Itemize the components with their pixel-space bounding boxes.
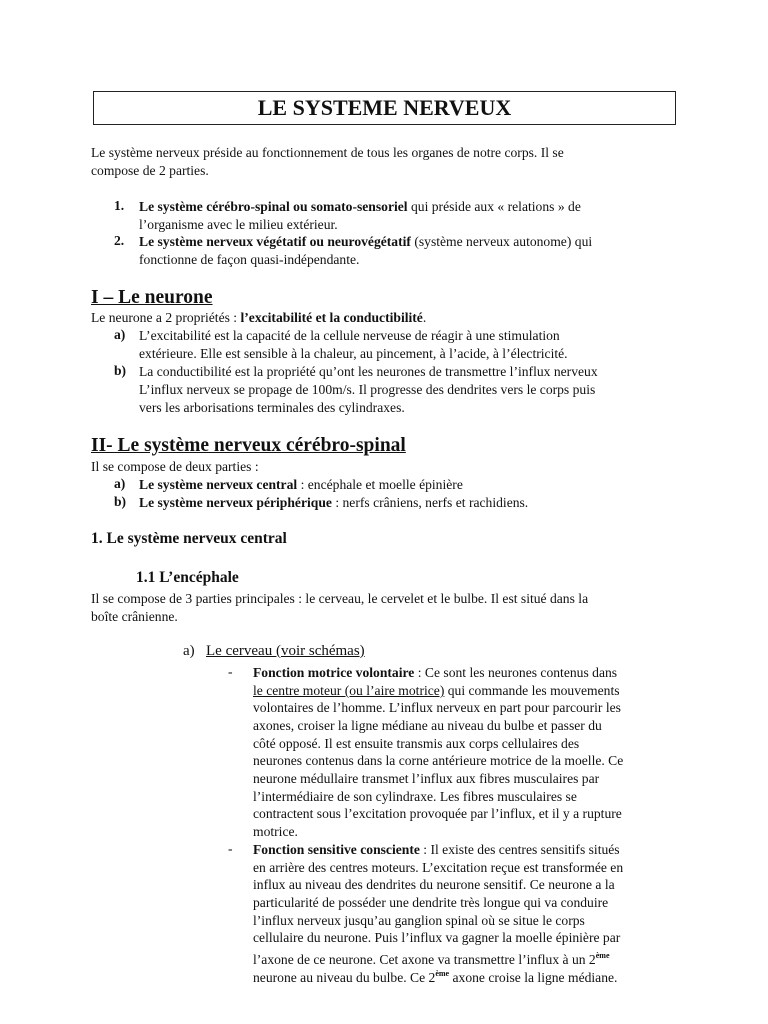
bullet-1-body-line: côté opposé. Il est ensuite transmis aux corps cellulaires des <box>253 736 580 751</box>
bullet-2-body-line: en arrière des centres moteurs. L’excitation reçue est transformée en <box>253 860 624 875</box>
section-1-intro-end: . <box>422 310 427 325</box>
section-1-item-b-line-1: La conductibilité est la propriété qu’ont les neurones de transmettre l’influx nerveux <box>139 364 598 379</box>
intro-list-marker-1: 1. <box>114 198 125 213</box>
section-1-item-b-line-3: vers les arborisations terminales des cylindraxes. <box>139 400 405 415</box>
bullet-2-sup-line-2-pre: neurone au niveau du bulbe. Ce 2 <box>253 970 436 985</box>
intro-list-item-1-line-2: l’organisme avec le milieu extérieur. <box>139 217 338 232</box>
section-1-intro <box>91 309 426 327</box>
intro-list-item-1 <box>139 198 676 216</box>
intro-list-item-1-bold: Le système cérébro-spinal ou somato-sensoriel <box>139 199 408 214</box>
bullet-1-body-line: axones, croiser la ligne médiane au niveau du bulbe et passer du <box>253 718 602 733</box>
bullet-2-sup-line-2-post: axone croise la ligne médiane. <box>449 970 618 985</box>
section-2-intro: Il se compose de deux parties : <box>91 459 259 474</box>
section-1-marker-a: a) <box>114 327 126 342</box>
intro-list-item-2 <box>139 233 676 251</box>
subsection-1-1-line-2: boîte crânienne. <box>91 609 178 624</box>
bullet-1-body-line: neurone médullaire transmet l’influx aux fibres musculaires par <box>253 771 600 786</box>
section-2-item-a-rest: : encéphale et moelle épinière <box>297 477 463 492</box>
intro-list-item-2-rest: (système nerveux autonome) qui <box>410 234 593 249</box>
bullet-1-bold: Fonction motrice volontaire <box>253 665 415 680</box>
bullet-1-body-line: volontaires de l’homme. L’influx nerveux en part pour parcourir les <box>253 700 621 715</box>
bullet-1-underlined: le centre moteur (ou l’aire motrice) <box>253 683 445 698</box>
bullet-2-superscript: ème <box>435 969 450 978</box>
page-title: LE SYSTEME NERVEUX <box>93 91 676 125</box>
bullet-2-body-line: cellulaire du neurone. Puis l’influx va gagner la moelle épinière par <box>253 930 621 945</box>
cerveau-marker: a) <box>183 643 195 659</box>
intro-list-item-1-rest: qui préside aux « relations » de <box>407 199 581 214</box>
section-1-item-a-line-2: extérieure. Elle est sensible à la chaleur, au pincement, à l’acide, à l’électricité. <box>139 346 568 361</box>
bullet-2-bold: Fonction sensitive consciente <box>253 842 420 857</box>
section-2-item-b-rest: : nerfs crâniens, nerfs et rachidiens. <box>331 495 529 510</box>
section-2-item-b <box>139 494 528 512</box>
bullet-1-body-line: motrice. <box>253 824 298 839</box>
intro-list-item-2-line-2: fonctionne de façon quasi-indépendante. <box>139 252 360 267</box>
bullet-2-sup-line-1-text: l’axone de ce neurone. Cet axone va transmettre l’influx à un 2 <box>253 952 596 967</box>
section-1-intro-bold: l’excitabilité et la conductibilité <box>240 310 423 325</box>
intro-line-1: Le système nerveux préside au fonctionnement de tous les organes de notre corps. Il se <box>91 145 564 160</box>
bullet-1-body-line: neurones contenus dans la corne antérieure motrice de la moelle. Ce <box>253 753 624 768</box>
bullet-1-line-2 <box>253 682 676 700</box>
bullet-2-body-line: influx au niveau des dendrites du neurone sensitif. Ce neurone a la <box>253 877 615 892</box>
section-2-marker-a: a) <box>114 476 126 491</box>
section-2-item-a <box>139 476 463 494</box>
subsection-1-1-line-1: Il se compose de 3 parties principales : le cerveau, le cervelet et le bulbe. Il est situé dans la <box>91 591 589 606</box>
bullet-2-line-1 <box>253 841 676 859</box>
bullet-2-body-line: l’influx nerveux jusqu’au ganglion spinal où se situe le corps <box>253 913 585 928</box>
bullet-1-line-1 <box>253 664 676 682</box>
bullet-1-body-line: contractent sous l’excitation provoquée par l’influx, et il y a rupture <box>253 806 622 821</box>
cerveau-heading: Le cerveau (voir schémas) <box>206 643 365 659</box>
bullet-1-body-line: l’intermédiaire de son cylindraxe. Les fibres musculaires se <box>253 789 577 804</box>
intro-list-item-2-bold: Le système nerveux végétatif ou neurovégétatif <box>139 234 411 249</box>
subsection-1-1-heading: 1.1 L’encéphale <box>136 569 239 586</box>
section-2-item-a-bold: Le système nerveux central <box>139 477 298 492</box>
bullet-1-dash: - <box>228 664 233 679</box>
bullet-1-rest: : Ce sont les neurones contenus dans <box>414 665 618 680</box>
section-1-heading: I – Le neurone <box>91 287 213 308</box>
section-1-item-b-line-2: L’influx nerveux se propage de 100m/s. Il progresse des dendrites vers le corps puis <box>139 382 596 397</box>
intro-line-2: compose de 2 parties. <box>91 163 209 178</box>
intro-list-marker-2: 2. <box>114 233 125 248</box>
section-2-marker-b: b) <box>114 494 127 509</box>
section-1-intro-plain: Le neurone a 2 propriétés : <box>91 310 241 325</box>
bullet-2-dash: - <box>228 841 233 856</box>
bullet-2-sup-line-2 <box>253 965 676 987</box>
bullet-2-body-line: particularité de posséder une dendrite très longue qui va conduire <box>253 895 609 910</box>
section-1-item-a-line-1: L’excitabilité est la capacité de la cellule nerveuse de réagir à une stimulation <box>139 328 560 343</box>
section-2-item-b-bold: Le système nerveux périphérique <box>139 495 332 510</box>
section-1-marker-b: b) <box>114 363 127 378</box>
bullet-2-superscript: ème <box>595 951 610 960</box>
bullet-2-rest: : Il existe des centres sensitifs situés <box>419 842 620 857</box>
bullet-1-after-underline: qui commande les mouvements <box>444 683 620 698</box>
subsection-1-heading: 1. Le système nerveux central <box>91 530 287 547</box>
section-2-heading: II- Le système nerveux cérébro-spinal <box>91 435 406 456</box>
